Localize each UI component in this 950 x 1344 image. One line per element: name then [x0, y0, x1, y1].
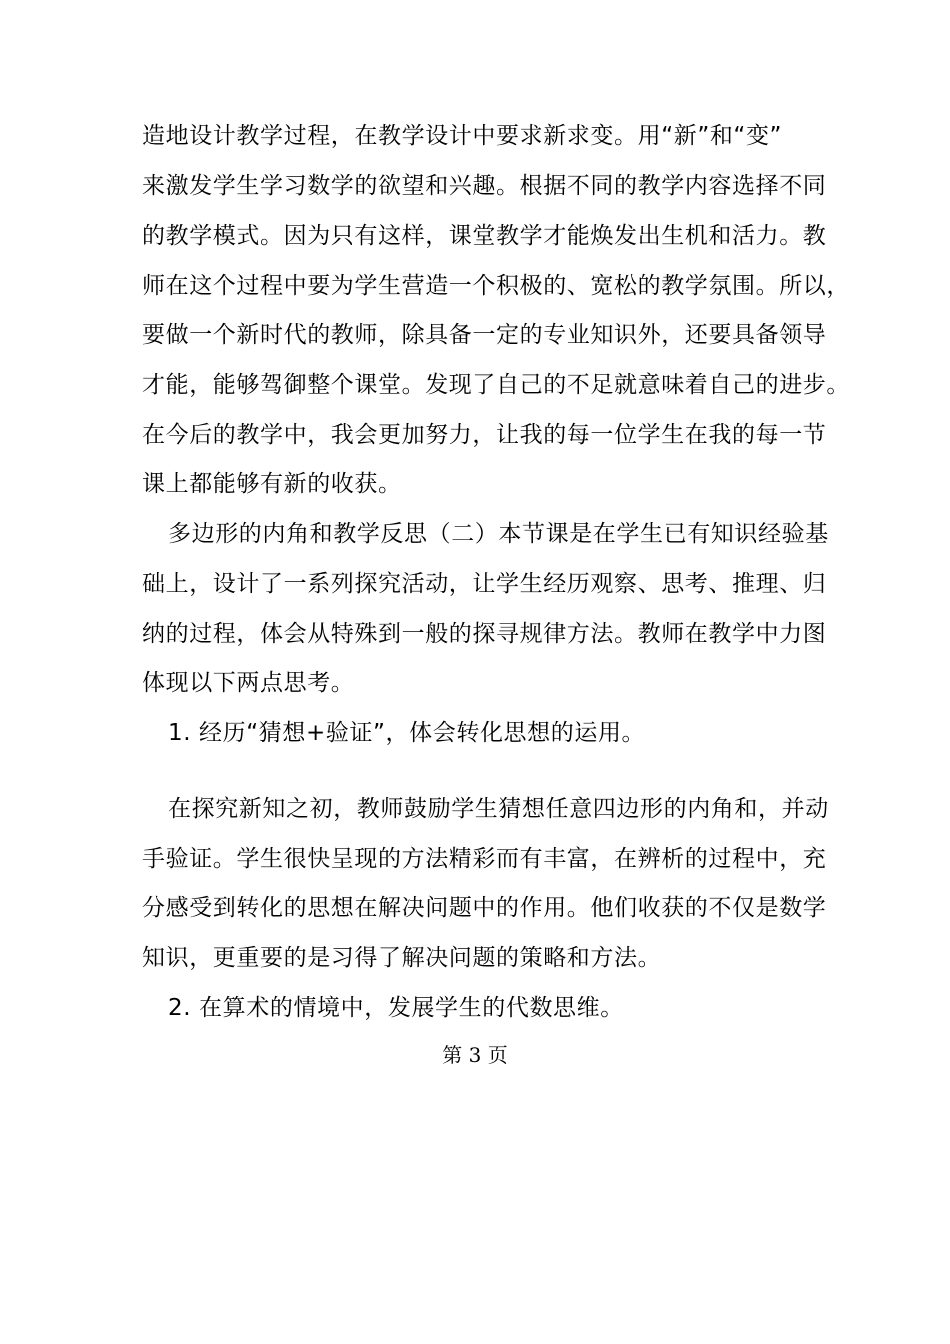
body-text-line: 在今后的教学中，我会更加努力，让我的每一位学生在我的每一节 — [142, 422, 827, 448]
body-text-line: 纳的过程，体会从特殊到一般的探寻规律方法。教师在教学中力图 — [142, 621, 827, 647]
body-text-line: 手验证。学生很快呈现的方法精彩而有丰富，在辨析的过程中，充 — [142, 846, 827, 872]
paragraph-first-line: 在探究新知之初，教师鼓励学生猜想任意四边形的内角和，并动 — [168, 796, 829, 822]
body-text-line: 课上都能够有新的收获。 — [142, 471, 402, 497]
numbered-point-2: 2. 在算术的情境中，发展学生的代数思维。 — [168, 995, 624, 1021]
paragraph-first-line: 多边形的内角和教学反思（二）本节课是在学生已有知识经验基 — [168, 521, 829, 547]
numbered-point-1: 1. 经历“猜想+验证”，体会转化思想的运用。 — [168, 720, 646, 746]
body-text-line: 要做一个新时代的教师，除具备一定的专业知识外，还要具备领导 — [142, 322, 827, 348]
body-text-line: 体现以下两点思考。 — [142, 670, 355, 696]
body-text-line: 造地设计教学过程，在教学设计中要求新求变。用“新”和“变” — [142, 123, 783, 149]
body-text-line: 知识，更重要的是习得了解决问题的策略和方法。 — [142, 945, 662, 971]
body-text-line: 师在这个过程中要为学生营造一个积极的、宽松的教学氛围。所以， — [142, 273, 850, 299]
body-text-line: 来激发学生学习数学的欲望和兴趣。根据不同的教学内容选择不同 — [142, 173, 827, 199]
body-text-line: 础上，设计了一系列探究活动，让学生经历观察、思考、推理、归 — [142, 571, 827, 597]
body-text-line: 的教学模式。因为只有这样，课堂教学才能焕发出生机和活力。教 — [142, 223, 827, 249]
body-text-line: 分感受到转化的思想在解决问题中的作用。他们收获的不仅是数学 — [142, 895, 827, 921]
page-number: 第 3 页 — [442, 1043, 508, 1067]
body-text-line: 才能，能够驾御整个课堂。发现了自己的不足就意味着自己的进步。 — [142, 372, 850, 398]
